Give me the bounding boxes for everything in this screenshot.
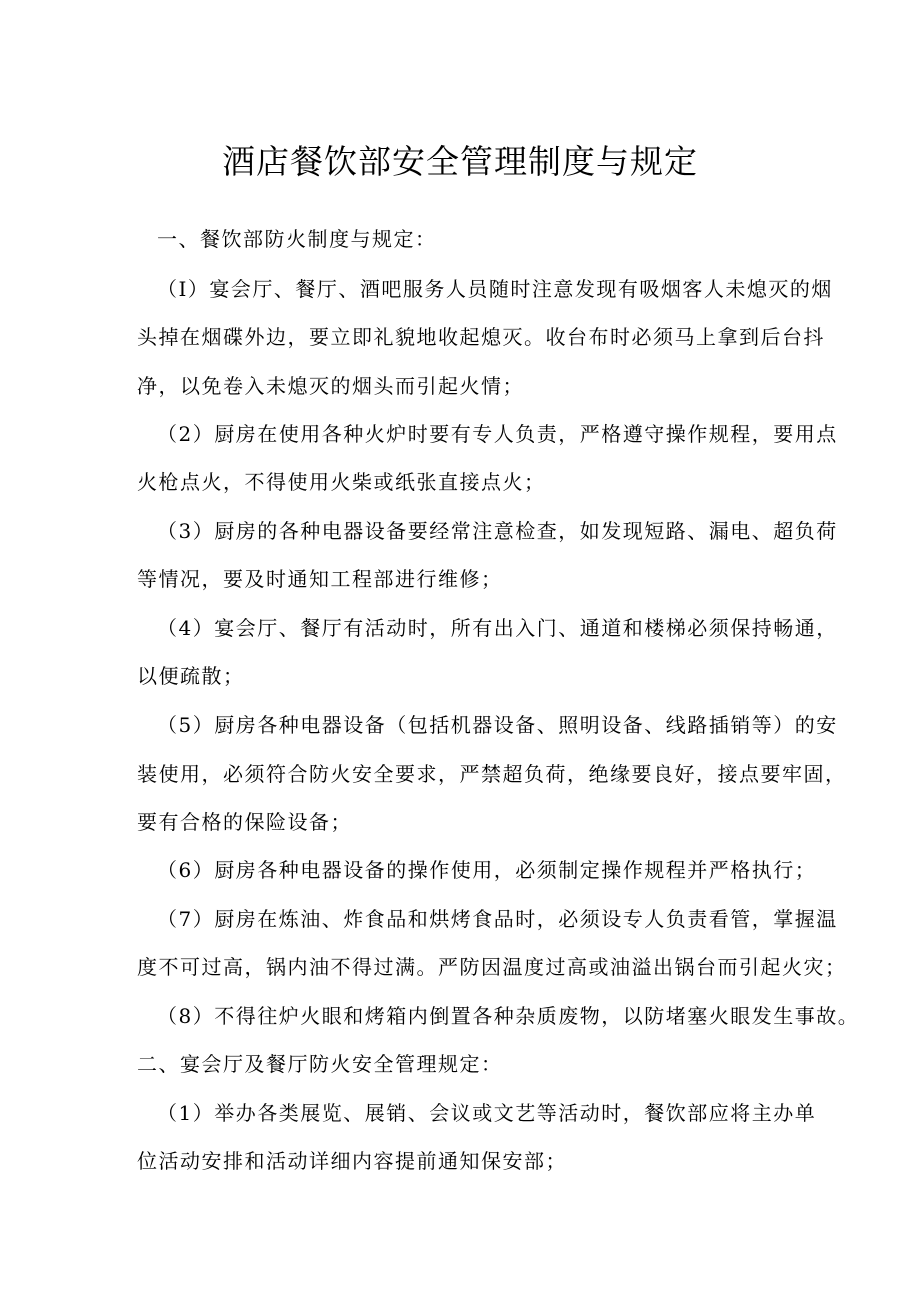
section-heading: 二、宴会厅及餐厅防火安全管理规定： bbox=[137, 1052, 503, 1076]
paragraph-line: （2）厨房在使用各种火炉时要有专人负责，严格遵守操作规程，要用点 bbox=[157, 422, 838, 446]
paragraph-line: （7）厨房在炼油、炸食品和烘烤食品时，必须设专人负责看管，掌握温 bbox=[157, 907, 838, 931]
paragraph-line: 装使用，必须符合防火安全要求，严禁超负荷，绝缘要良好，接点要牢固， bbox=[137, 762, 847, 786]
paragraph-line: 头掉在烟碟外边，要立即礼貌地收起熄灭。收台布时必须马上拿到后台抖 bbox=[137, 325, 825, 349]
paragraph-line: 净，以免卷入未熄灭的烟头而引起火情； bbox=[137, 374, 524, 398]
paragraph-line: 等情况，要及时通知工程部进行维修； bbox=[137, 567, 503, 591]
paragraph-line: 以便疏散； bbox=[137, 664, 245, 688]
section-heading: 一、餐饮部防火制度与规定： bbox=[157, 227, 437, 251]
paragraph-line: 火枪点火，不得使用火柴或纸张直接点火； bbox=[137, 470, 546, 494]
document-title: 酒店餐饮部安全管理制度与规定 bbox=[222, 142, 698, 181]
paragraph-line: （8）不得往炉火眼和烤箱内倒置各种杂质废物，以防堵塞火眼发生事故。 bbox=[157, 1004, 860, 1028]
paragraph-line: （4）宴会厅、餐厅有活动时，所有出入门、通道和楼梯必须保持畅通， bbox=[157, 616, 838, 640]
paragraph-line: （5）厨房各种电器设备（包括机器设备、照明设备、线路插销等）的安 bbox=[157, 713, 838, 737]
paragraph-line: （1）举办各类展览、展销、会议或文艺等活动时，餐饮部应将主办单 bbox=[157, 1101, 817, 1125]
paragraph-line: 要有合格的保险设备； bbox=[137, 810, 352, 834]
paragraph-line: （3）厨房的各种电器设备要经常注意检查，如发现短路、漏电、超负荷 bbox=[157, 519, 838, 543]
paragraph-line: （I）宴会厅、餐厅、酒吧服务人员随时注意发现有吸烟客人未熄灭的烟 bbox=[157, 277, 833, 301]
paragraph-line: 位活动安排和活动详细内容提前通知保安部； bbox=[137, 1149, 567, 1173]
paragraph-line: （6）厨房各种电器设备的操作使用，必须制定操作规程并严格执行； bbox=[157, 858, 817, 882]
paragraph-line: 度不可过高，锅内油不得过满。严防因温度过高或油溢出锅台而引起火灾； bbox=[137, 955, 847, 979]
